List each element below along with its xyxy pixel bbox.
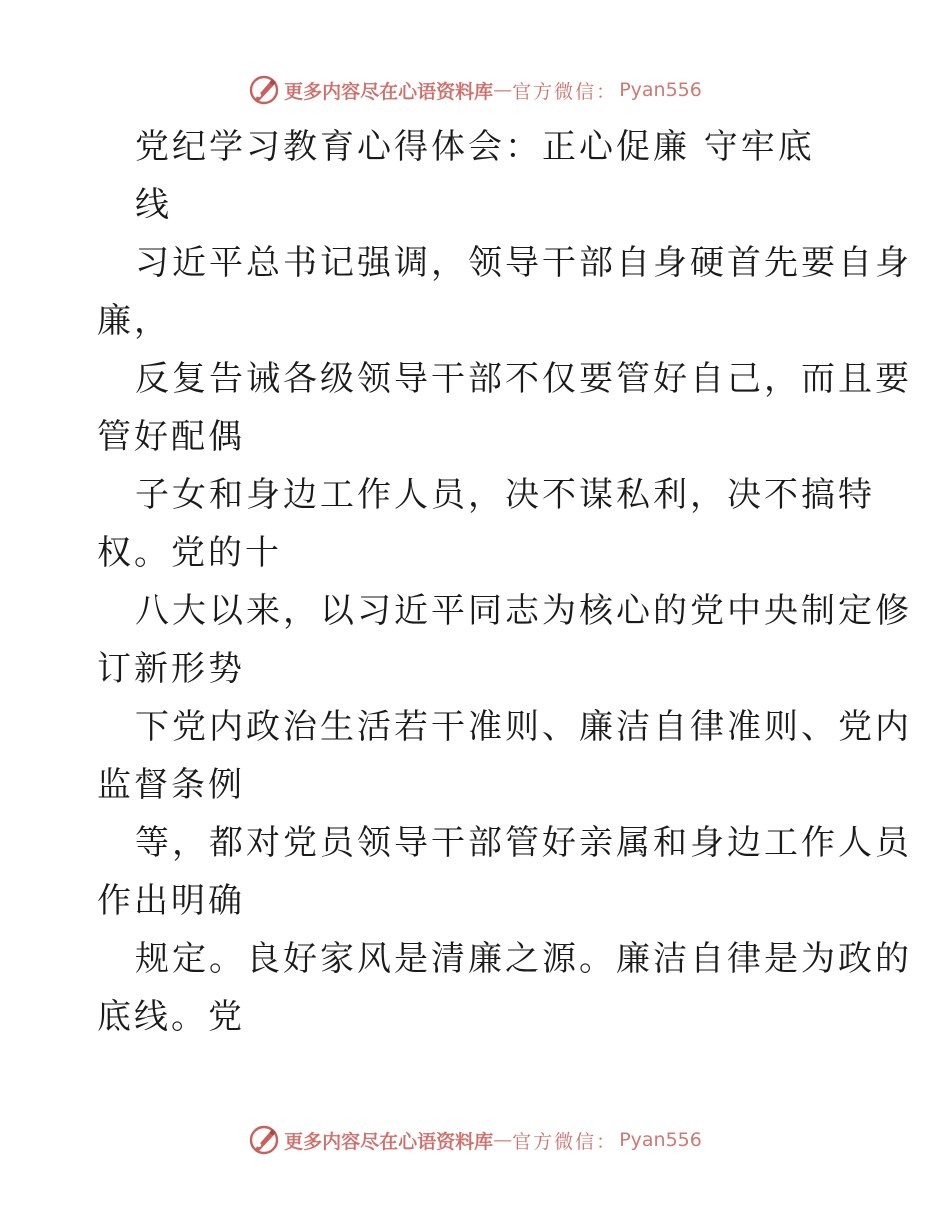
body-line: 反复告诫各级领导干部不仅要管好自己，而且要 [135,359,912,399]
body-line: 子女和身边工作人员，决不谋私利，决不搞特 [135,475,875,515]
footer-wechat-id: Pyan556 [619,1129,702,1151]
header-brand-text: 更多内容尽在心语资料库 [284,80,494,103]
body-line: 管好配偶 [97,417,245,457]
body-line: 规定。良好家风是清廉之源。廉洁自律是为政的 [135,939,912,979]
footer-wechat-label: 官方微信： [512,1130,618,1153]
footer-dash: — [493,1129,513,1151]
footer-brand-text: 更多内容尽在心语资料库 [284,1130,494,1153]
document-body [97,118,912,1046]
body-line: 权。党的十 [97,533,282,573]
pen-logo-icon [248,74,280,106]
body-line: 八大以来，以习近平同志为核心的党中央制定修 [135,591,912,631]
body-line: 等，都对党员领导干部管好亲属和身边工作人员 [135,823,912,863]
body-line: 监督条例 [97,765,245,805]
pen-logo-icon [248,1124,280,1156]
body-line: 习近平总书记强调，领导干部自身硬首先要自身 [135,243,912,283]
header-wechat-label: 官方微信： [512,80,618,103]
body-line: 作出明确 [97,881,245,921]
body-line: 廉， [97,301,171,341]
header-watermark-banner [0,70,950,110]
header-wechat-id: Pyan556 [619,79,702,101]
body-line: 订新形势 [97,649,245,689]
body-line: 底线。党 [97,997,245,1037]
title-line-1: 党纪学习教育心得体会：正心促廉 守牢底 [135,127,815,167]
title-line-2: 线 [135,185,172,225]
body-line: 下党内政治生活若干准则、廉洁自律准则、党内 [135,707,912,747]
footer-watermark-banner [0,1120,950,1160]
header-dash: — [493,79,513,101]
